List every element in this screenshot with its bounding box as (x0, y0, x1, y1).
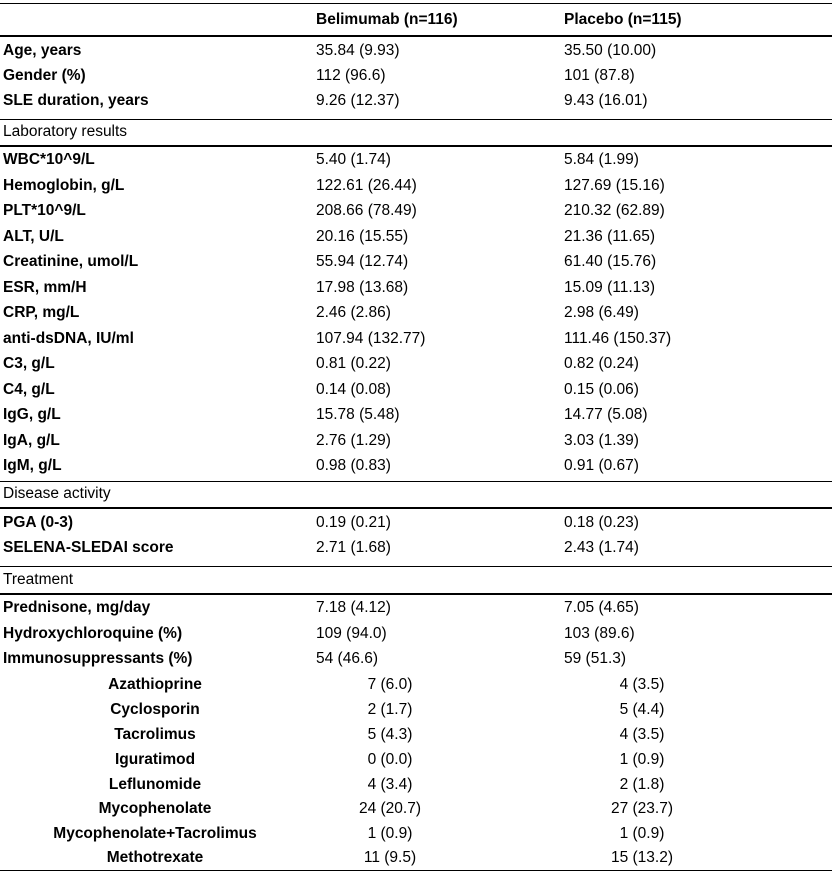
row-label: IgA, g/L (3, 432, 60, 449)
belimumab-value: 5.40 (1.74) (316, 151, 391, 168)
row-label: Hemoglobin, g/L (3, 177, 125, 194)
table-row (0, 647, 832, 671)
row-label: WBC*10^9/L (3, 151, 95, 168)
section-rule (0, 145, 832, 147)
table-row (0, 352, 832, 376)
placebo-value: 1 (0.9) (619, 825, 665, 842)
belimumab-value: 24 (20.7) (358, 800, 422, 817)
table-row (0, 250, 832, 274)
table-row (0, 276, 832, 300)
belimumab-value: 15.78 (5.48) (316, 406, 400, 423)
table-row (0, 536, 832, 560)
belimumab-value: 109 (94.0) (316, 625, 387, 642)
header-bottom-rule (0, 35, 832, 37)
table-row (0, 89, 832, 113)
table-row (0, 748, 832, 772)
placebo-value: 127.69 (15.16) (564, 177, 665, 194)
table-row (0, 846, 832, 870)
table-header-row (0, 8, 832, 32)
placebo-value: 3.03 (1.39) (564, 432, 639, 449)
belimumab-value: 4 (3.4) (367, 776, 413, 793)
table-row (0, 327, 832, 351)
section-title: Disease activity (3, 485, 111, 502)
belimumab-value: 2.71 (1.68) (316, 539, 391, 556)
row-label: Immunosuppressants (%) (3, 650, 193, 667)
table-bottom-rule (0, 870, 832, 871)
table-row (0, 199, 832, 223)
belimumab-value: 0.19 (0.21) (316, 514, 391, 531)
row-label: Cyclosporin (110, 701, 200, 718)
placebo-value: 5.84 (1.99) (564, 151, 639, 168)
belimumab-value: 2 (1.7) (367, 701, 413, 718)
row-label: Methotrexate (106, 849, 204, 866)
belimumab-value: 208.66 (78.49) (316, 202, 417, 219)
table-row (0, 797, 832, 821)
row-label: ESR, mm/H (3, 279, 87, 296)
row-label: SELENA-SLEDAI score (3, 539, 174, 556)
placebo-value: 15.09 (11.13) (564, 279, 656, 296)
placebo-value: 5 (4.4) (619, 701, 665, 718)
placebo-value: 210.32 (62.89) (564, 202, 665, 219)
row-label: Mycophenolate (98, 800, 212, 817)
table-row (0, 454, 832, 478)
placebo-value: 15 (13.2) (610, 849, 674, 866)
row-label: C4, g/L (3, 381, 55, 398)
row-label: Prednisone, mg/day (3, 599, 151, 616)
placebo-value: 7.05 (4.65) (564, 599, 639, 616)
section-rule (0, 507, 832, 509)
section-rule (0, 566, 832, 567)
header-col-placebo: Placebo (n=115) (564, 11, 682, 28)
belimumab-value: 35.84 (9.93) (316, 42, 400, 59)
row-label: Creatinine, umol/L (3, 253, 139, 270)
table-row (0, 148, 832, 172)
table-row (0, 511, 832, 535)
section-heading-disease (0, 482, 832, 506)
belimumab-value: 0.81 (0.22) (316, 355, 391, 372)
table-row (0, 301, 832, 325)
row-label: ALT, U/L (3, 228, 64, 245)
row-label: CRP, mg/L (3, 304, 80, 321)
belimumab-value: 2.46 (2.86) (316, 304, 391, 321)
table-row (0, 403, 832, 427)
belimumab-value: 0.14 (0.08) (316, 381, 391, 398)
placebo-value: 4 (3.5) (619, 676, 665, 693)
table-row (0, 698, 832, 722)
placebo-value: 21.36 (11.65) (564, 228, 656, 245)
row-label: anti-dsDNA, IU/ml (3, 330, 134, 347)
belimumab-value: 112 (96.6) (316, 67, 386, 84)
placebo-value: 4 (3.5) (619, 726, 665, 743)
belimumab-value: 20.16 (15.55) (316, 228, 409, 245)
table-row (0, 723, 832, 747)
placebo-value: 103 (89.6) (564, 625, 635, 642)
placebo-value: 1 (0.9) (619, 751, 665, 768)
section-rule (0, 593, 832, 595)
belimumab-value: 2.76 (1.29) (316, 432, 391, 449)
placebo-value: 0.18 (0.23) (564, 514, 639, 531)
belimumab-value: 0 (0.0) (367, 751, 413, 768)
row-label: IgM, g/L (3, 457, 62, 474)
belimumab-value: 7.18 (4.12) (316, 599, 391, 616)
row-label: SLE duration, years (3, 92, 149, 109)
row-label: Azathioprine (108, 676, 202, 693)
row-label: PGA (0-3) (3, 514, 74, 531)
row-label: C3, g/L (3, 355, 55, 372)
section-heading-lab (0, 120, 832, 144)
belimumab-value: 7 (6.0) (367, 676, 413, 693)
section-title: Laboratory results (3, 123, 128, 140)
header-col-belimumab: Belimumab (n=116) (316, 11, 458, 28)
placebo-value: 2.43 (1.74) (564, 539, 639, 556)
belimumab-value: 122.61 (26.44) (316, 177, 417, 194)
placebo-value: 0.15 (0.06) (564, 381, 639, 398)
belimumab-value: 107.94 (132.77) (316, 330, 426, 347)
row-label: Mycophenolate+Tacrolimus (53, 825, 257, 842)
table-row (0, 429, 832, 453)
row-label: PLT*10^9/L (3, 202, 86, 219)
section-title: Treatment (3, 571, 74, 588)
belimumab-value: 55.94 (12.74) (316, 253, 409, 270)
table-top-rule (0, 3, 832, 4)
row-label: Iguratimod (114, 751, 196, 768)
belimumab-value: 0.98 (0.83) (316, 457, 391, 474)
table-row (0, 622, 832, 646)
row-label: Gender (%) (3, 67, 86, 84)
placebo-value: 14.77 (5.08) (564, 406, 648, 423)
placebo-value: 2 (1.8) (619, 776, 665, 793)
placebo-value: 0.82 (0.24) (564, 355, 639, 372)
placebo-value: 0.91 (0.67) (564, 457, 639, 474)
belimumab-value: 9.26 (12.37) (316, 92, 400, 109)
placebo-value: 61.40 (15.76) (564, 253, 657, 270)
table-row (0, 773, 832, 797)
belimumab-value: 5 (4.3) (367, 726, 413, 743)
table-row (0, 64, 832, 88)
row-label: Tacrolimus (114, 726, 196, 743)
placebo-value: 35.50 (10.00) (564, 42, 657, 59)
row-label: Hydroxychloroquine (%) (3, 625, 183, 642)
table-row (0, 822, 832, 846)
table-row (0, 378, 832, 402)
table-row (0, 174, 832, 198)
table-row (0, 39, 832, 63)
section-heading-treatment (0, 568, 832, 592)
table-row (0, 225, 832, 249)
table-row (0, 596, 832, 620)
placebo-value: 101 (87.8) (564, 67, 635, 84)
belimumab-value: 54 (46.6) (316, 650, 379, 667)
row-label: IgG, g/L (3, 406, 61, 423)
placebo-value: 59 (51.3) (564, 650, 627, 667)
placebo-value: 111.46 (150.37) (564, 330, 672, 347)
row-label: Age, years (3, 42, 82, 59)
belimumab-value: 11 (9.5) (363, 849, 417, 866)
placebo-value: 9.43 (16.01) (564, 92, 648, 109)
placebo-value: 27 (23.7) (610, 800, 674, 817)
placebo-value: 2.98 (6.49) (564, 304, 639, 321)
belimumab-value: 1 (0.9) (367, 825, 413, 842)
table-row (0, 673, 832, 697)
belimumab-value: 17.98 (13.68) (316, 279, 409, 296)
row-label: Leflunomide (108, 776, 202, 793)
